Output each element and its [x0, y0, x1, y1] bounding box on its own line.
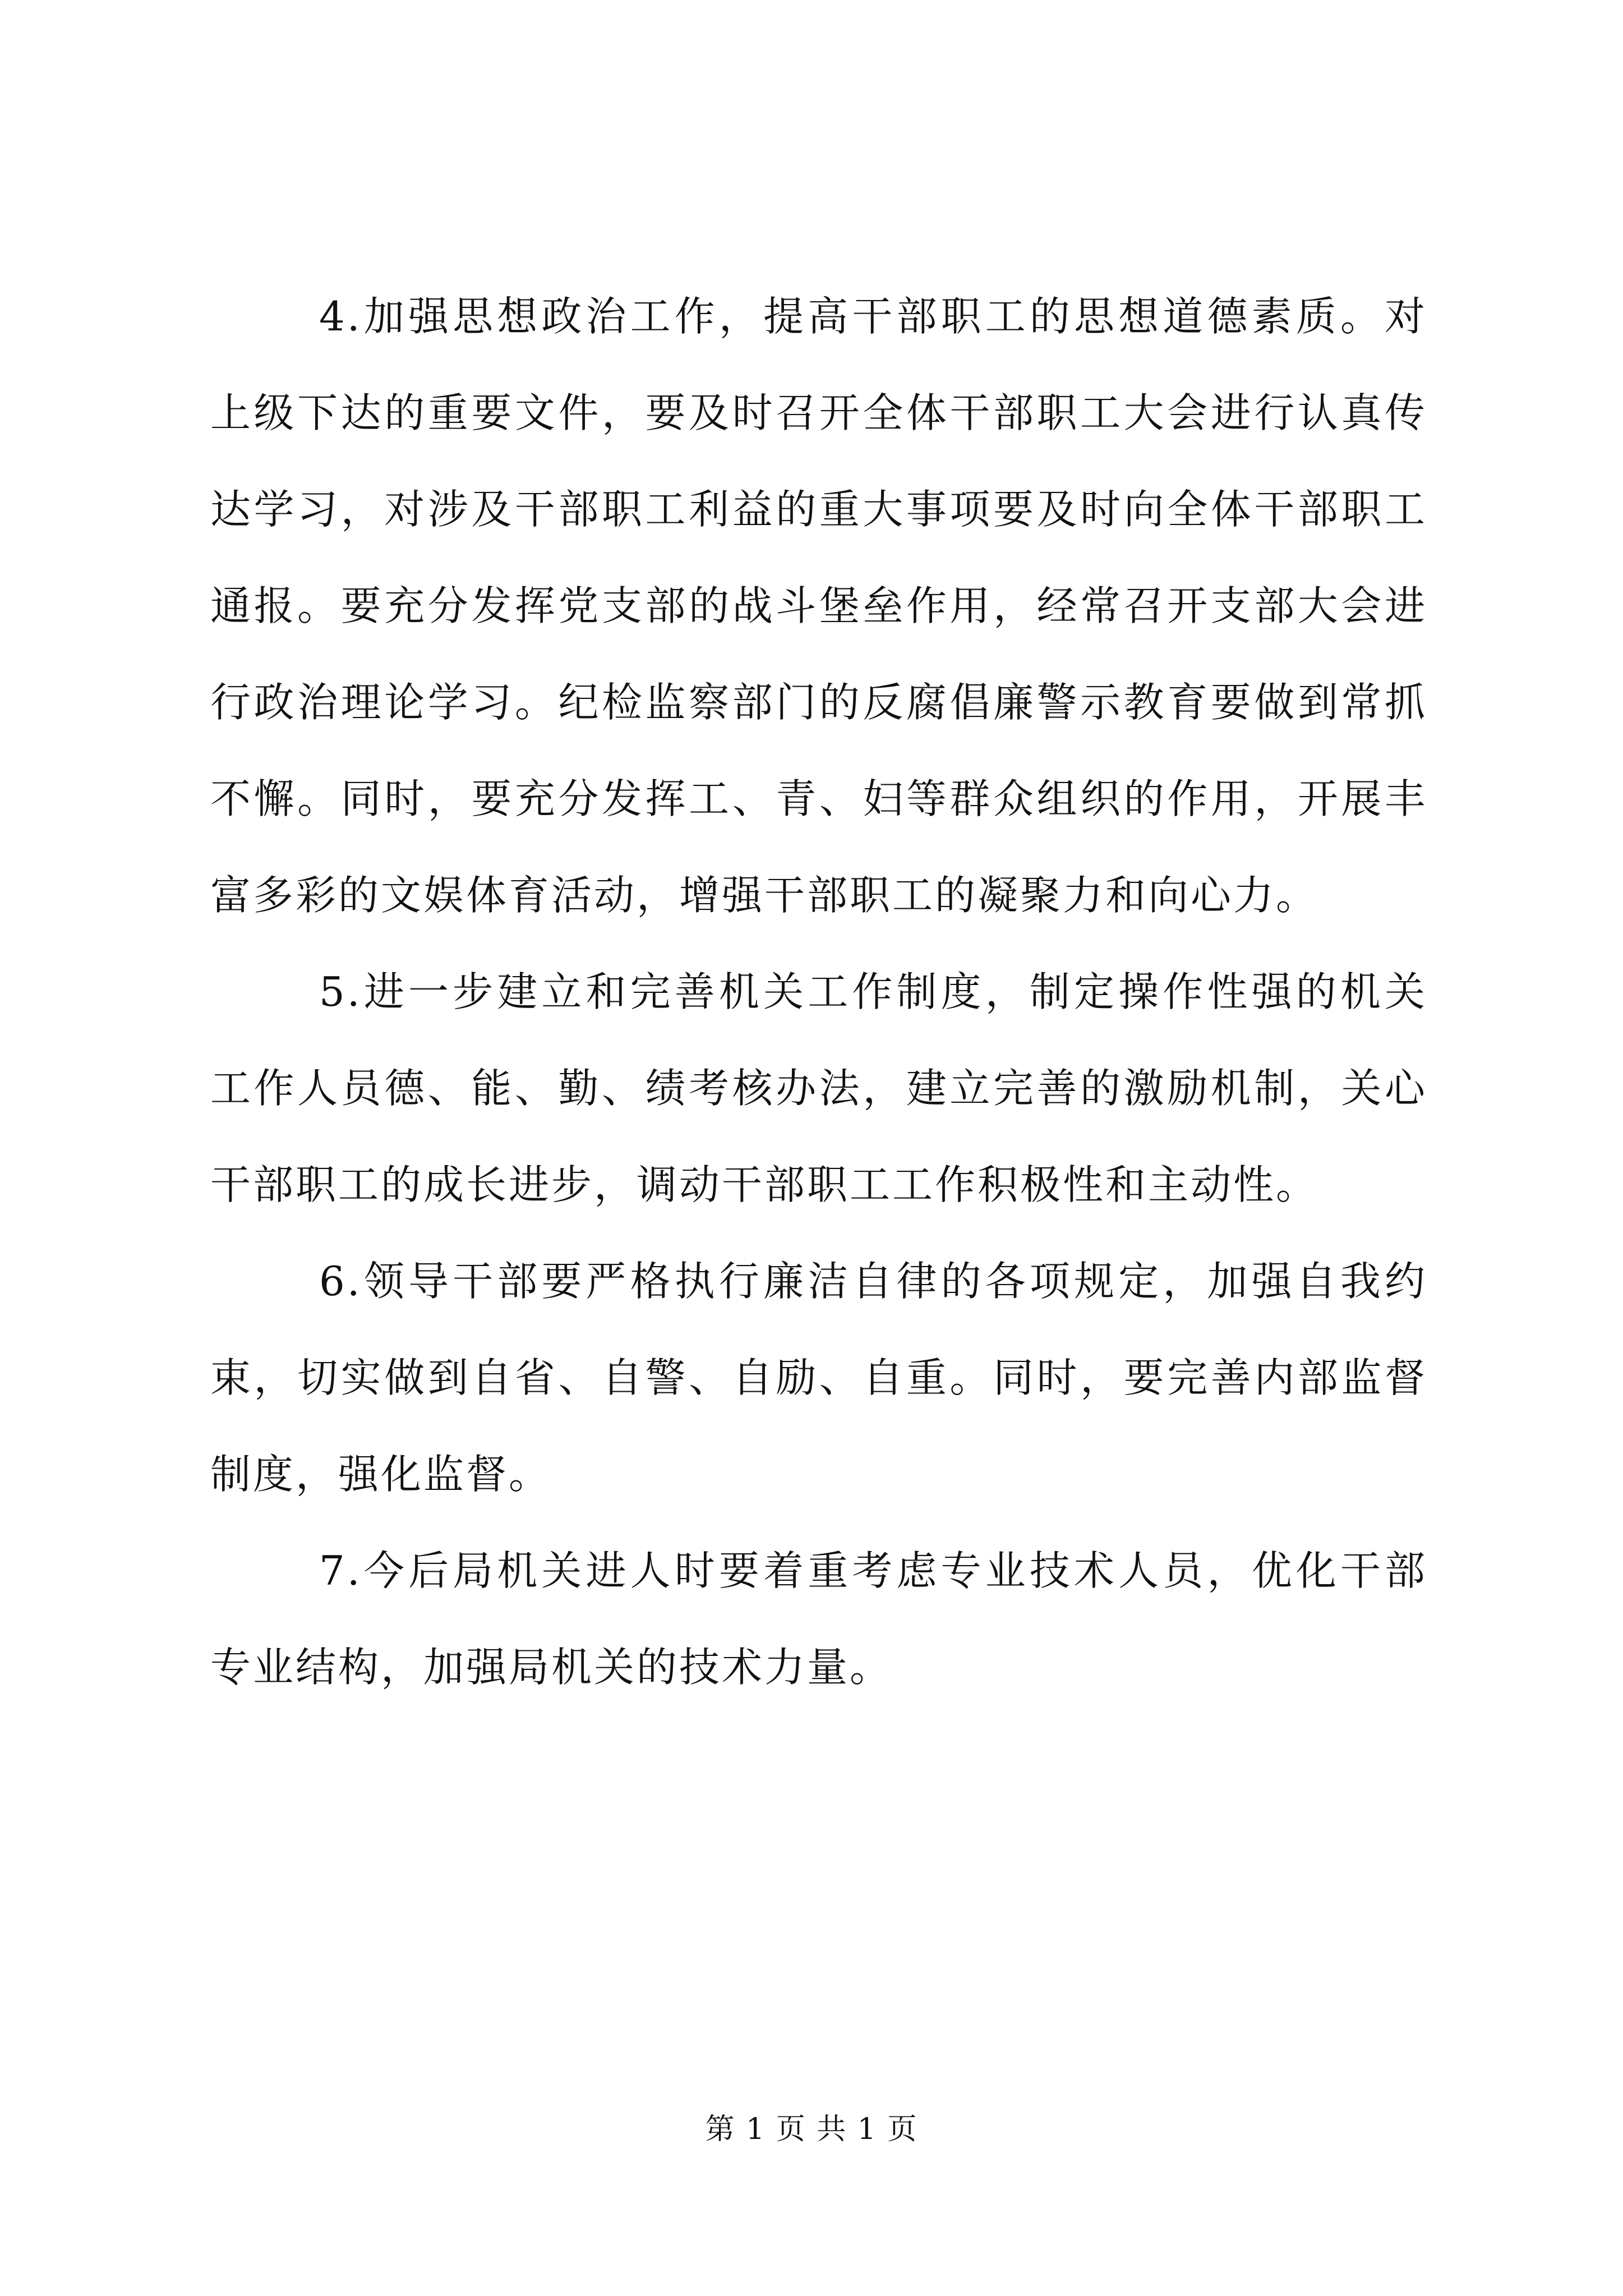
- paragraph-item-7: 7.今后局机关进人时要着重考虑专业技术人员，优化干部专业结构，加强局机关的技术力量。: [210, 1547, 1427, 1691]
- paragraph-item-5: 5.进一步建立和完善机关工作制度，制定操作性强的机关工作人员德、能、勤、绩考核办法，建立完善的激励机制，关心干部职工的成长进步，调动干部职工工作积极性和主动性。: [210, 968, 1427, 1208]
- page-number-footer: 第 1 页 共 1 页: [705, 2113, 918, 2146]
- document-body: [210, 268, 1427, 1715]
- paragraph-item-4: 4.加强思想政治工作，提高干部职工的思想道德素质。对上级下达的重要文件，要及时召开全体干部职工大会进行认真传达学习，对涉及干部职工利益的重大事项要及时向全体干部职工通报。要充分发挥党支部的战斗堡垒作用，经常召开支部大会进行政治理论学习。纪检监察部门的反腐倡廉警示教育要做到常抓不懈。同时，要充分发挥工、青、妇等群众组织的作用，开展丰富多彩的文娱体育活动，增强干部职工的凝聚力和向心力。: [210, 293, 1427, 919]
- paragraph-item-6: 6.领导干部要严格执行廉洁自律的各项规定，加强自我约束，切实做到自省、自警、自励、自重。同时，要完善内部监督制度，强化监督。: [210, 1258, 1427, 1498]
